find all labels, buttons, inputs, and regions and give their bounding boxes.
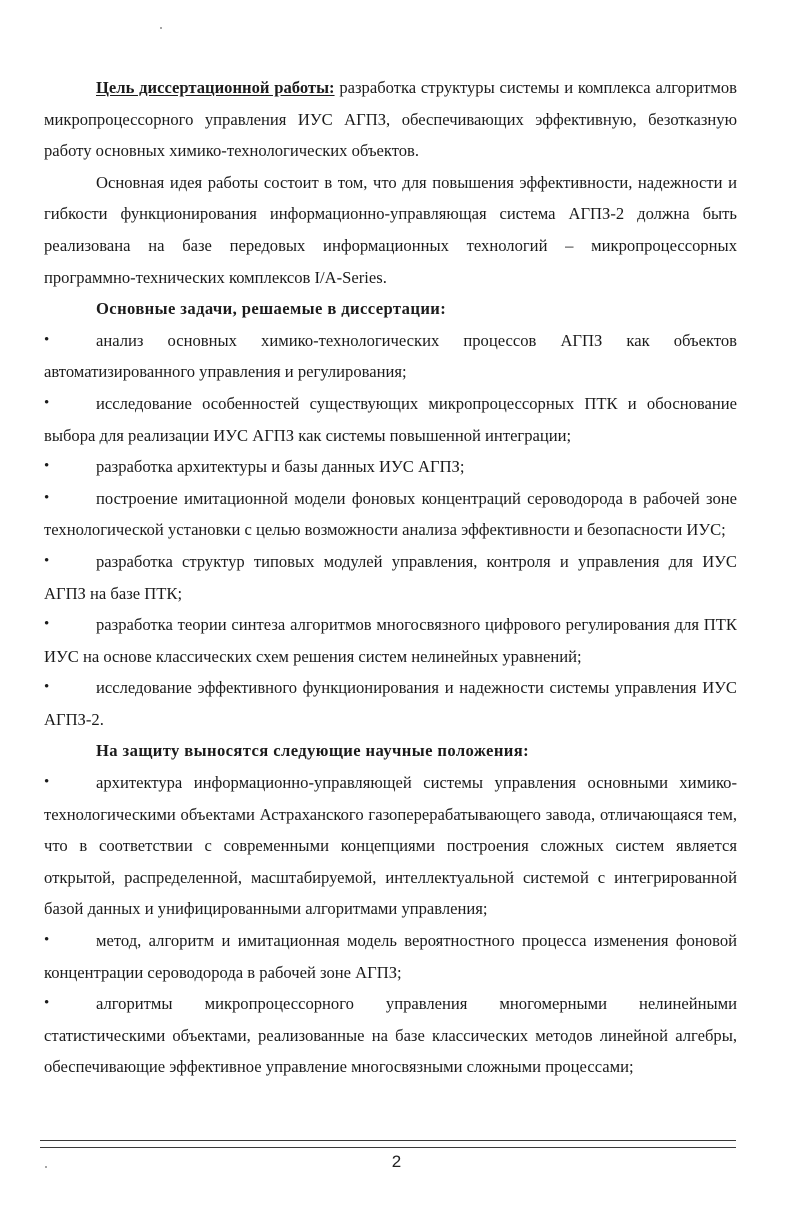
scan-speck (160, 27, 162, 29)
main-idea-paragraph: Основная идея работы состоит в том, что для повышения эффективности, надежности и гибкости функционирования информационно-управляющая система АГПЗ-2 должна быть реализована на базе передовых информационных технологий – микропроцессорных программно-технических комплексов I/A-Series. (44, 172, 737, 287)
list-item: • алгоритмы микропроцессорного управления многомерными нелинейными статистическими объектами, реализованные на базе классических методов линейной алгебры, обеспечивающие эффективное управление многосвязными сложными процессами; (44, 988, 737, 1083)
bullet-icon: • (44, 616, 50, 633)
goal-paragraph (44, 72, 737, 167)
list-item: • анализ основных химико-технологических процессов АГПЗ как объектов автоматизированного управления и регулирования; (44, 325, 737, 388)
bullet-icon: • (44, 995, 50, 1012)
bullet-icon: • (44, 394, 50, 411)
list-item: • исследование особенностей существующих микропроцессорных ПТК и обоснование выбора для реализации ИУС АГПЗ как системы повышенной интеграции; (44, 388, 737, 451)
bullet-icon: • (44, 458, 50, 475)
list-item: • разработка теории синтеза алгоритмов многосвязного цифрового регулирования для ПТК ИУС на основе классических схем решения систем нелинейных уравнений; (44, 609, 737, 672)
bullet-icon: • (44, 932, 50, 949)
list-item: • разработка архитектуры и базы данных ИУС АГПЗ; (44, 451, 737, 483)
page-number: 2 (391, 1152, 402, 1171)
footer-rule-bottom (40, 1147, 736, 1148)
tasks-heading: Основные задачи, решаемые в диссертации: (96, 299, 447, 319)
bullet-icon: • (44, 552, 50, 569)
footer-rule-top (40, 1140, 736, 1141)
list-item: • разработка структур типовых модулей управления, контроля и управления для ИУС АГПЗ на базе ПТК; (44, 546, 737, 609)
page-body (44, 72, 737, 1083)
bullet-icon: • (44, 331, 50, 348)
list-item: • построение имитационной модели фоновых концентраций сероводорода в рабочей зоне технологической установки с целью возможности анализа эффективности и безопасности ИУС; (44, 483, 737, 546)
bullet-icon: • (44, 774, 50, 791)
goal-text: разработка структуры системы и комплекса алгоритмов микропроцессорного управления ИУС АГПЗ, обеспечивающих эффективную, безотказную работу основных химико-технологических объектов. (44, 78, 737, 161)
goal-label: Цель диссертационной работы: (96, 78, 335, 97)
list-item: • исследование эффективного функционирования и надежности системы управления ИУС АГПЗ-2. (44, 672, 737, 735)
bullet-icon: • (44, 489, 50, 506)
defense-heading: На защиту выносятся следующие научные положения: (96, 741, 530, 761)
bullet-icon: • (44, 679, 50, 696)
list-item: • метод, алгоритм и имитационная модель вероятностного процесса изменения фоновой концентрации сероводорода в рабочей зоне АГПЗ; (44, 925, 737, 988)
list-item: • архитектура информационно-управляющей системы управления основными химико-технологическими объектами Астраханского газоперерабатывающего завода, отличающаяся тем, что в соответствии с современными концепциями построения сложных систем является открытой, распределенной, масштабируемой, интеллектуальной системой с интегрированной базой данных и унифицированными алгоритмами управления; (44, 767, 737, 925)
tasks-list (44, 325, 737, 736)
defense-list (44, 767, 737, 1083)
